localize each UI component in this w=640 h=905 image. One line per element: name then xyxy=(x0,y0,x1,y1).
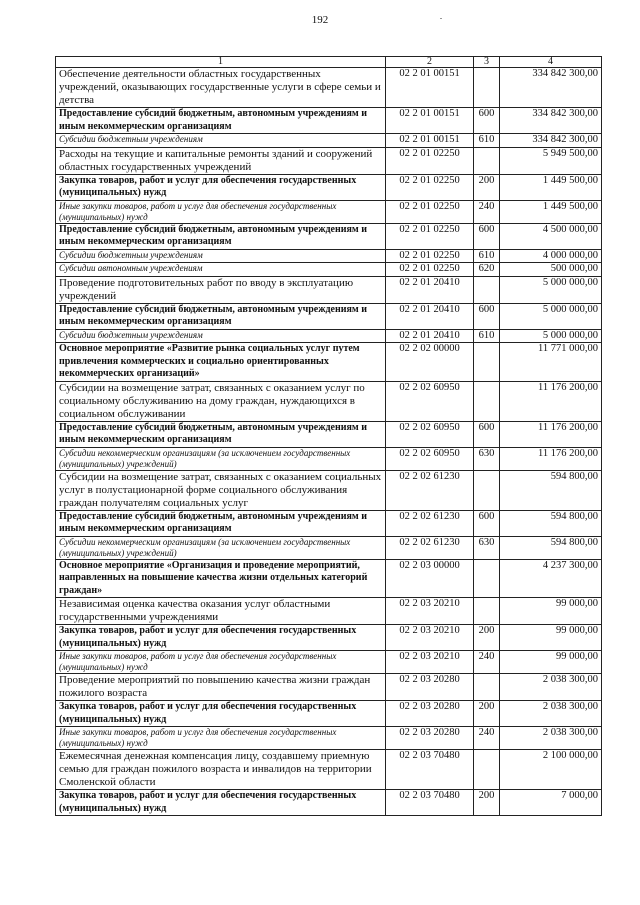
table-row xyxy=(56,134,602,148)
row-name-cell: Субсидии некоммерческим организациям (за исключением государственных (муниципальных) учреждений) xyxy=(56,536,386,559)
row-expense-type-cell: 240 xyxy=(474,651,500,674)
row-name-cell: Предоставление субсидий бюджетным, автономным учреждениям и иным некоммерческим организациям xyxy=(56,510,386,536)
row-name-cell: Субсидии на возмещение затрат, связанных с оказанием услуг по социальному обслуживанию на дому граждан, нуждающихся в социальном обслуживании xyxy=(56,381,386,421)
row-expense-type-cell: 600 xyxy=(474,303,500,329)
row-amount-cell: 594 800,00 xyxy=(500,470,602,510)
table-row xyxy=(56,510,602,536)
table-row xyxy=(56,108,602,134)
row-expense-type-cell: 620 xyxy=(474,263,500,277)
table-row xyxy=(56,750,602,790)
table-row xyxy=(56,329,602,343)
row-name-cell: Ежемесячная денежная компенсация лицу, создавшему приемную семью для граждан пожилого возраста и инвалидов на территории Смоленской области xyxy=(56,750,386,790)
table-row xyxy=(56,381,602,421)
row-amount-cell: 11 176 200,00 xyxy=(500,447,602,470)
row-code-cell: 02 2 02 61230 xyxy=(386,536,474,559)
header-col-4: 4 xyxy=(500,57,602,68)
row-expense-type-cell: 240 xyxy=(474,727,500,750)
row-name-cell: Обеспечение деятельности областных государственных учреждений, оказывающих государственные услуги в сфере семьи и детства xyxy=(56,68,386,108)
row-amount-cell: 334 842 300,00 xyxy=(500,68,602,108)
row-name-cell: Расходы на текущие и капитальные ремонты зданий и сооружений областных государственных учреждений xyxy=(56,147,386,174)
table-row xyxy=(56,536,602,559)
row-amount-cell: 4 500 000,00 xyxy=(500,223,602,249)
row-code-cell: 02 2 03 70480 xyxy=(386,790,474,816)
table-row xyxy=(56,174,602,200)
row-amount-cell: 11 176 200,00 xyxy=(500,381,602,421)
row-name-cell: Субсидии некоммерческим организациям (за исключением государственных (муниципальных) учреждений) xyxy=(56,447,386,470)
table-row xyxy=(56,303,602,329)
row-amount-cell: 5 949 500,00 xyxy=(500,147,602,174)
row-name-cell: Иные закупки товаров, работ и услуг для обеспечения государственных (муниципальных) нужд xyxy=(56,727,386,750)
row-amount-cell: 99 000,00 xyxy=(500,625,602,651)
row-expense-type-cell: 200 xyxy=(474,701,500,727)
row-code-cell: 02 2 01 20410 xyxy=(386,276,474,303)
row-amount-cell: 11 176 200,00 xyxy=(500,421,602,447)
header-col-1: 1 xyxy=(56,57,386,68)
row-expense-type-cell: 630 xyxy=(474,447,500,470)
row-amount-cell: 2 100 000,00 xyxy=(500,750,602,790)
row-code-cell: 02 2 02 00000 xyxy=(386,343,474,382)
table-row xyxy=(56,343,602,382)
row-code-cell: 02 2 01 00151 xyxy=(386,108,474,134)
row-amount-cell: 1 449 500,00 xyxy=(500,200,602,223)
row-code-cell: 02 2 01 02250 xyxy=(386,249,474,263)
row-expense-type-cell: 200 xyxy=(474,790,500,816)
row-amount-cell: 2 038 300,00 xyxy=(500,727,602,750)
row-amount-cell: 1 449 500,00 xyxy=(500,174,602,200)
table-row xyxy=(56,147,602,174)
row-amount-cell: 11 771 000,00 xyxy=(500,343,602,382)
table-row xyxy=(56,68,602,108)
table-row xyxy=(56,447,602,470)
row-code-cell: 02 2 02 61230 xyxy=(386,470,474,510)
row-expense-type-cell xyxy=(474,750,500,790)
row-expense-type-cell xyxy=(474,598,500,625)
row-amount-cell: 4 237 300,00 xyxy=(500,559,602,598)
row-expense-type-cell xyxy=(474,68,500,108)
row-expense-type-cell xyxy=(474,470,500,510)
row-code-cell: 02 2 03 20210 xyxy=(386,598,474,625)
row-expense-type-cell: 600 xyxy=(474,108,500,134)
row-amount-cell: 594 800,00 xyxy=(500,510,602,536)
row-expense-type-cell: 600 xyxy=(474,223,500,249)
table-row xyxy=(56,651,602,674)
row-amount-cell: 7 000,00 xyxy=(500,790,602,816)
row-name-cell: Основное мероприятие «Организация и проведение мероприятий, направленных на повышение качества жизни отдельных категорий граждан» xyxy=(56,559,386,598)
header-col-2: 2 xyxy=(386,57,474,68)
row-name-cell: Иные закупки товаров, работ и услуг для обеспечения государственных (муниципальных) нужд xyxy=(56,651,386,674)
row-amount-cell: 2 038 300,00 xyxy=(500,701,602,727)
row-name-cell: Закупка товаров, работ и услуг для обеспечения государственных (муниципальных) нужд xyxy=(56,625,386,651)
table-row xyxy=(56,674,602,701)
row-name-cell: Предоставление субсидий бюджетным, автономным учреждениям и иным некоммерческим организациям xyxy=(56,421,386,447)
row-code-cell: 02 2 02 60950 xyxy=(386,447,474,470)
row-name-cell: Проведение мероприятий по повышению качества жизни граждан пожилого возраста xyxy=(56,674,386,701)
table-row xyxy=(56,701,602,727)
row-name-cell: Субсидии бюджетным учреждениям xyxy=(56,329,386,343)
row-code-cell: 02 2 03 20210 xyxy=(386,625,474,651)
row-amount-cell: 5 000 000,00 xyxy=(500,303,602,329)
table-row xyxy=(56,421,602,447)
row-amount-cell: 334 842 300,00 xyxy=(500,134,602,148)
table-row xyxy=(56,625,602,651)
row-name-cell: Проведение подготовительных работ по вводу в эксплуатацию учреждений xyxy=(56,276,386,303)
row-expense-type-cell xyxy=(474,674,500,701)
row-name-cell: Субсидии на возмещение затрат, связанных с оказанием социальных услуг в полустационарной форме социального обслуживания граждан получателям социальных услуг xyxy=(56,470,386,510)
row-code-cell: 02 2 03 20210 xyxy=(386,651,474,674)
header-row xyxy=(56,57,602,68)
header-col-3: 3 xyxy=(474,57,500,68)
row-name-cell: Субсидии автономным учреждениям xyxy=(56,263,386,277)
row-expense-type-cell: 610 xyxy=(474,329,500,343)
table-body xyxy=(56,68,602,816)
row-code-cell: 02 2 02 60950 xyxy=(386,421,474,447)
table-row xyxy=(56,263,602,277)
row-amount-cell: 594 800,00 xyxy=(500,536,602,559)
row-expense-type-cell: 200 xyxy=(474,625,500,651)
row-code-cell: 02 2 01 02250 xyxy=(386,223,474,249)
row-amount-cell: 500 000,00 xyxy=(500,263,602,277)
row-code-cell: 02 2 03 20280 xyxy=(386,674,474,701)
row-code-cell: 02 2 03 20280 xyxy=(386,727,474,750)
table-row xyxy=(56,790,602,816)
table-row xyxy=(56,470,602,510)
row-expense-type-cell: 600 xyxy=(474,421,500,447)
row-code-cell: 02 2 01 20410 xyxy=(386,303,474,329)
row-expense-type-cell: 610 xyxy=(474,134,500,148)
row-amount-cell: 99 000,00 xyxy=(500,651,602,674)
table-row xyxy=(56,223,602,249)
table-row xyxy=(56,276,602,303)
row-expense-type-cell xyxy=(474,276,500,303)
row-name-cell: Закупка товаров, работ и услуг для обеспечения государственных (муниципальных) нужд xyxy=(56,701,386,727)
row-code-cell: 02 2 02 61230 xyxy=(386,510,474,536)
row-amount-cell: 5 000 000,00 xyxy=(500,276,602,303)
table-row xyxy=(56,200,602,223)
row-expense-type-cell: 630 xyxy=(474,536,500,559)
page-number: 192 xyxy=(311,14,329,26)
row-code-cell: 02 2 02 60950 xyxy=(386,381,474,421)
row-name-cell: Предоставление субсидий бюджетным, автономным учреждениям и иным некоммерческим организациям xyxy=(56,223,386,249)
row-expense-type-cell: 200 xyxy=(474,174,500,200)
row-code-cell: 02 2 01 02250 xyxy=(386,147,474,174)
row-expense-type-cell xyxy=(474,343,500,382)
row-expense-type-cell: 610 xyxy=(474,249,500,263)
row-name-cell: Субсидии бюджетным учреждениям xyxy=(56,249,386,263)
row-code-cell: 02 2 03 00000 xyxy=(386,559,474,598)
row-amount-cell: 4 000 000,00 xyxy=(500,249,602,263)
row-code-cell: 02 2 01 20410 xyxy=(386,329,474,343)
row-code-cell: 02 2 01 00151 xyxy=(386,68,474,108)
scan-mark xyxy=(440,18,442,19)
row-expense-type-cell xyxy=(474,381,500,421)
row-expense-type-cell: 600 xyxy=(474,510,500,536)
row-code-cell: 02 2 03 70480 xyxy=(386,750,474,790)
row-code-cell: 02 2 01 02250 xyxy=(386,200,474,223)
row-expense-type-cell xyxy=(474,559,500,598)
row-name-cell: Основное мероприятие «Развитие рынка социальных услуг путем привлечения коммерческих и социально ориентированных некоммерческих организаций» xyxy=(56,343,386,382)
budget-table xyxy=(55,56,602,816)
row-code-cell: 02 2 01 02250 xyxy=(386,174,474,200)
row-amount-cell: 5 000 000,00 xyxy=(500,329,602,343)
row-name-cell: Субсидии бюджетным учреждениям xyxy=(56,134,386,148)
row-name-cell: Иные закупки товаров, работ и услуг для обеспечения государственных (муниципальных) нужд xyxy=(56,200,386,223)
row-name-cell: Закупка товаров, работ и услуг для обеспечения государственных (муниципальных) нужд xyxy=(56,174,386,200)
row-code-cell: 02 2 03 20280 xyxy=(386,701,474,727)
row-name-cell: Независимая оценка качества оказания услуг областными государственными учреждениями xyxy=(56,598,386,625)
row-code-cell: 02 2 01 00151 xyxy=(386,134,474,148)
row-name-cell: Предоставление субсидий бюджетным, автономным учреждениям и иным некоммерческим организациям xyxy=(56,108,386,134)
row-expense-type-cell: 240 xyxy=(474,200,500,223)
table-row xyxy=(56,727,602,750)
table-row xyxy=(56,559,602,598)
row-expense-type-cell xyxy=(474,147,500,174)
row-code-cell: 02 2 01 02250 xyxy=(386,263,474,277)
row-amount-cell: 2 038 300,00 xyxy=(500,674,602,701)
table-row xyxy=(56,598,602,625)
table-row xyxy=(56,249,602,263)
row-amount-cell: 99 000,00 xyxy=(500,598,602,625)
row-amount-cell: 334 842 300,00 xyxy=(500,108,602,134)
row-name-cell: Закупка товаров, работ и услуг для обеспечения государственных (муниципальных) нужд xyxy=(56,790,386,816)
row-name-cell: Предоставление субсидий бюджетным, автономным учреждениям и иным некоммерческим организациям xyxy=(56,303,386,329)
